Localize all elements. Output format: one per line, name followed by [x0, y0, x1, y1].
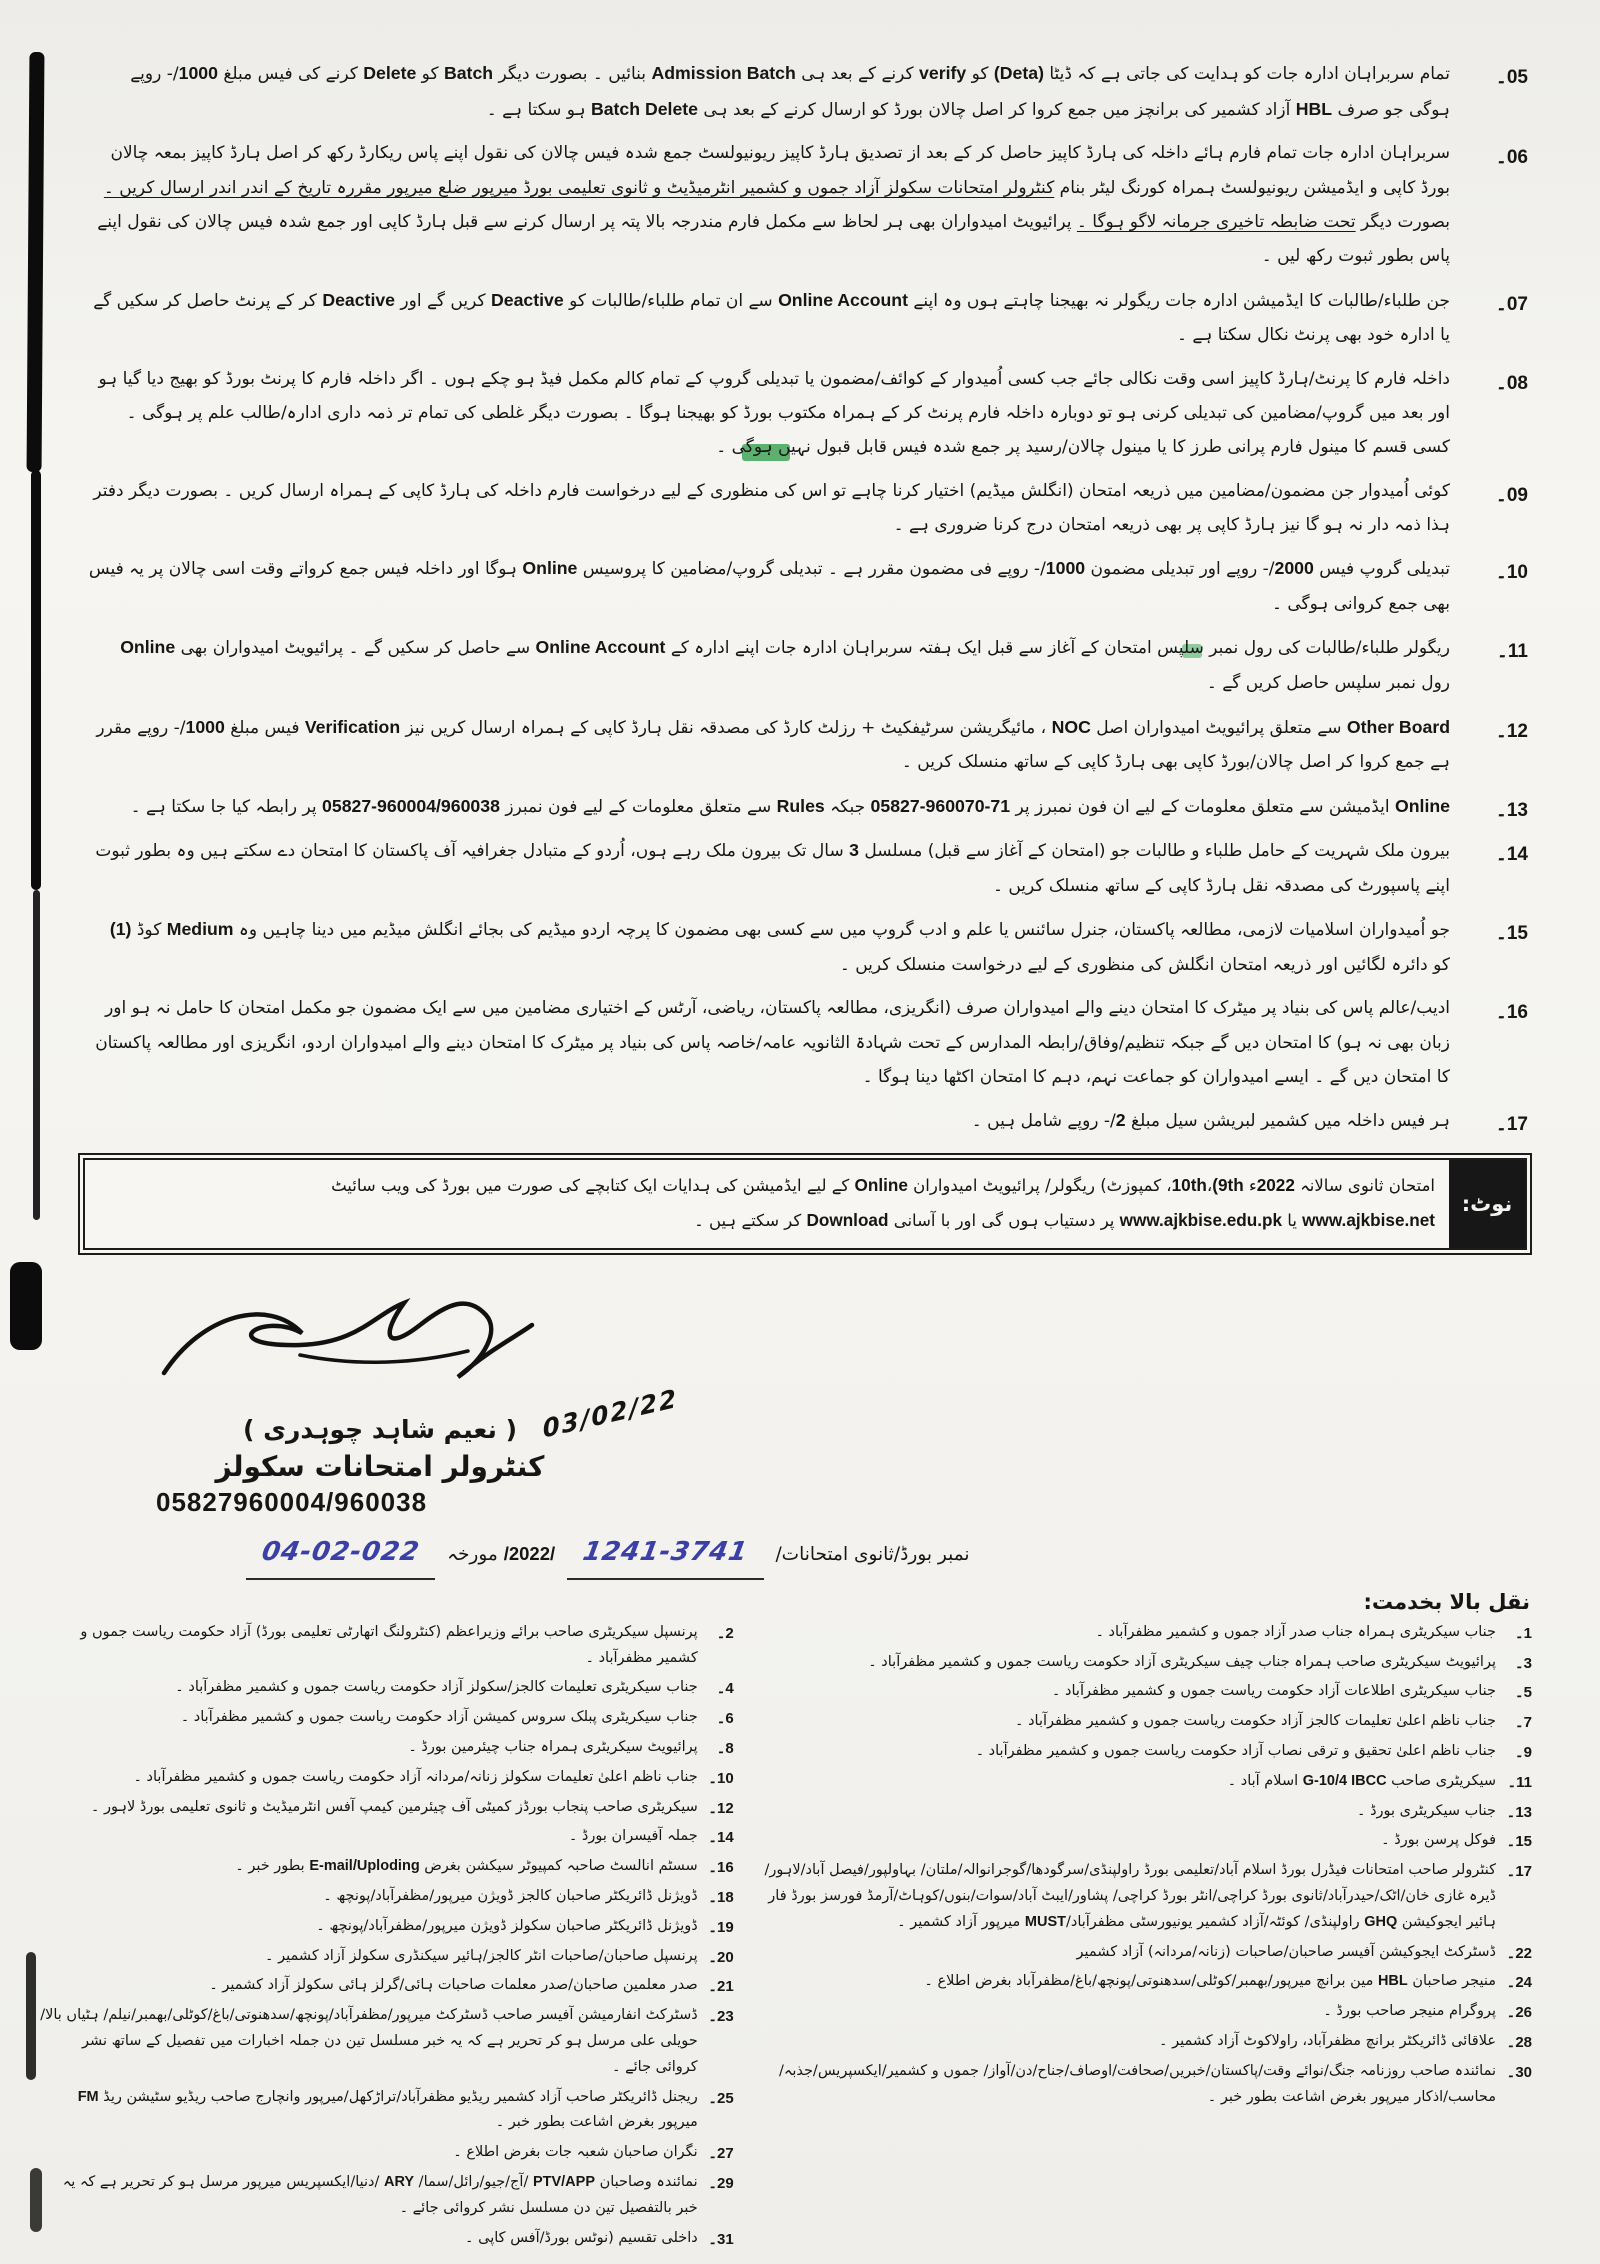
item-number: 09۔ [1495, 484, 1528, 506]
note-line-1: امتحان ثانوی سالانہ 2022ء (9th،10th، کمپوزٹ) ریگولر/ پرائیویٹ امیدواران Online کے لیے ایڈمیشن کی ہدایات ایک کتابچے کی صورت میں بورڈ کی ویب سائیٹ [331, 1175, 1435, 1196]
distribution-item [750, 1769, 1532, 1795]
distribution-item-number: 22۔ [1506, 1944, 1532, 1962]
item-text: ہر فیس داخلہ میں کشمیر لبریشن سیل مبلغ 2/- روپے شامل ہیں ۔ [971, 1110, 1450, 1132]
note-line-2: www.ajkbise.net یا www.ajkbise.edu.pk پر دستیاب ہوں گی اور با آسانی Download کر سکتے ہیں ۔ [694, 1210, 1435, 1231]
ref-number-blank [567, 1528, 764, 1579]
distribution-left-column [40, 1620, 734, 2256]
item-text: تمام سربراہان ادارہ جات کو ہدایت کی جاتی ہے کہ ڈیٹا (Deta) کو verify کرنے کے بعد ہی Admission Batch بنائیں ۔ بصورت دیگر Batch کو Delete کرنے کی فیس مبلغ 1000/- روپے ہوگی جو صرف HBL آزاد کشمیر کی برانچز میں جمع کروا کر اصل چالان بورڈ کو ارسال کرنے کے بعد ہی Batch Delete ہو سکتا ہے ۔ [130, 63, 1450, 120]
item-text: بیرون ملک شہریت کے حامل طلباء و طالبات جو (امتحان کے آغاز سے قبل) مسلسل 3 سال تک بیرون ملک رہے ہوں، اُردو کے متبادل جغرافیہ آف پاکستان کا امتحان دے سکتے ہیں وہ بطور ثبوت اپنے پاسپورٹ کی مصدقہ نقل ہارڈ کاپی کے ساتھ منسلک کریں ۔ [95, 840, 1450, 897]
item-number: 10۔ [1495, 562, 1528, 584]
distribution-item-text: جناب سیکریٹری اطلاعات آزاد حکومت ریاست جموں و کشمیر مظفرآباد ۔ [1051, 1683, 1496, 1700]
ref-date-blank [246, 1528, 435, 1579]
distribution-item [40, 1765, 734, 1791]
item-text: جو اُمیدواران اسلامیات لازمی، مطالعہ پاکستان، جنرل سائنس یا علم و ادب گروپ میں سے کسی بھی مضمون کا پرچہ اردو میڈیم کی بجائے انگلش میڈیم میں دینا چاہیں وہ Medium کوڈ (1) کو دائرہ لگائیں اور ذریعہ امتحان انگلش کی منظوری کے لیے درخواست منسلک کریں ۔ [109, 919, 1450, 976]
distribution-item [40, 1705, 734, 1731]
distribution-item-number: 24۔ [1506, 1974, 1532, 1992]
item-number: 11۔ [1496, 641, 1528, 663]
instruction-item [88, 710, 1532, 780]
distribution-item-number: 10۔ [708, 1769, 734, 1787]
distribution-item [40, 1944, 734, 1970]
distribution-item [40, 1824, 734, 1850]
distribution-item [750, 1709, 1532, 1735]
distribution-item [40, 1675, 734, 1701]
item-text: جن طلباء/طالبات کا ایڈمیشن ادارہ جات ریگولر نہ بھیجنا چاہتے ہوں وہ اپنے Online Account سے ان تمام طلباء/طالبات کو Deactive کریں گے اور Deactive کر کے پرنٹ حاصل کر سکیں گے یا ادارہ خود بھی پرنٹ نکال سکتا ہے ۔ [93, 289, 1450, 346]
note-text [85, 1160, 1449, 1248]
distribution-item-text: پرنسپل صاحبان/صاحبات انٹر کالجز/ہائیر سیکنڈری سکولز آزاد کشمیر ۔ [265, 1947, 698, 1964]
item-text: ریگولر طلباء/طالبات کی رول نمبر سلپس امتحان کے آغاز سے قبل ایک ہفتہ سربراہان ادارہ جات اپنے ادارہ کے Online Account سے حاصل کر سکیں گے ۔ پرائیویٹ امیدواران بھی Online رول نمبر سلپس حاصل کریں گے ۔ [120, 637, 1450, 694]
item-number: 17۔ [1495, 1114, 1528, 1136]
instruction-item [88, 283, 1532, 353]
distribution-item-number: 25۔ [708, 2089, 734, 2107]
instruction-item [88, 833, 1532, 903]
distribution-item [750, 1828, 1532, 1854]
item-number: 07۔ [1495, 293, 1528, 315]
item-text: Online ایڈمیشن سے متعلق معلومات کے لیے ان فون نمبرز پر 05827-960070-71 جبکہ Rules سے متعلق معلومات کے لیے فون نمبرز 05827-960004/960038 پر رابطہ کیا جا سکتا ہے ۔ [130, 795, 1450, 817]
handwritten-ref-number: 1241-3741 [580, 1537, 751, 1568]
distribution-item-text: کنٹرولر صاحب امتحانات فیڈرل بورڈ اسلام آباد/تعلیمی بورڈ راولپنڈی/سرگودھا/گوجرانوالہ/ملتان/ بہاولپور/فیصل آباد/لاہور/ڈیرہ غازی خان/اٹک/حیدرآباد/ثانوی بورڈ کراچی/انٹر بورڈ کراچی/ پشاور/ایبٹ آباد/سوات/بنوں/کوہاٹ/آرمڈ فورسز بورڈ فار ہائیر ایجوکیشن GHQ راولپنڈی/ کوئٹہ/آزاد کشمیر یونیورسٹی مظفرآباد/MUST میرپور آزاد کشمیر ۔ [764, 1862, 1496, 1930]
distribution-item-number: 6۔ [716, 1710, 734, 1728]
distribution-item-number: 4۔ [716, 1680, 734, 1698]
ref-prefix: نمبر بورڈ/ثانوی امتحانات/ [775, 1544, 970, 1566]
distribution-item [40, 2226, 734, 2252]
distribution-item-text: ریجنل ڈائریکٹر صاحب آزاد کشمیر ریڈیو مظفرآباد/تراڑکھل/میرپور وانچارج صاحب ریڈیو سٹیشن ریڈ FM میرپور بغرض اشاعت بطور خبر ۔ [77, 2088, 698, 2131]
item-number: 14۔ [1495, 844, 1528, 866]
distribution-item-number: 29۔ [708, 2174, 734, 2192]
note-box [78, 1153, 1532, 1255]
distribution-item-text: منیجر صاحبان HBL مین برانچ میرپور/بھمبر/کوٹلی/سدھنوتی/پونچھ/باغ/مظفرآباد بغرض اطلاع ۔ [924, 1973, 1496, 1990]
signatory-name: ( نعیم شاہد چوہدری ) [242, 1415, 518, 1445]
scan-edge-artifact [26, 1952, 36, 2080]
distribution-item-number: 26۔ [1506, 2004, 1532, 2022]
distribution-item [40, 1914, 734, 1940]
distribution-item-number: 13۔ [1506, 1803, 1532, 1821]
signature-stroke [150, 1281, 580, 1431]
instruction-item [88, 991, 1532, 1094]
distribution-item-text: پروگرام منیجر صاحب بورڈ ۔ [1323, 2003, 1496, 2020]
scan-edge-artifact [33, 890, 40, 1220]
distribution-item [40, 2085, 734, 2137]
distribution-item [40, 2140, 734, 2166]
distribution-item-text: جملہ آفیسران بورڈ ۔ [568, 1828, 698, 1845]
ref-year: /2022/ [503, 1543, 556, 1565]
distribution-item-text: علاقائی ڈائریکٹر برانچ مظفرآباد، راولاکوٹ آزاد کشمیر ۔ [1158, 2032, 1496, 2049]
scan-edge-artifact [31, 470, 41, 890]
distribution-item-number: 2۔ [716, 1624, 734, 1642]
distribution-item-number: 27۔ [708, 2145, 734, 2163]
handwritten-ref-date: 04-02-022 [259, 1537, 422, 1568]
handwritten-date: 03/02/22 [541, 1383, 680, 1445]
item-number: 13۔ [1495, 799, 1528, 821]
item-number: 15۔ [1495, 923, 1528, 945]
item-text: سربراہان ادارہ جات تمام فارم ہائے داخلہ کی ہارڈ کاپیز حاصل کر کے بعد از تصدیق ہارڈ کاپیز ریونیولسٹ جمع شدہ فیس چالان کی نقول اپنے پاس ریکارڈ رکھ کر اصل ہارڈ کاپیز بمعہ چالان بورڈ کاپی و ایڈمیشن ریونیولسٹ ہمراہ کورنگ لیٹر بنام کنٹرولر امتحانات سکولز آزاد جموں و کشمیر انٹرمیڈیٹ و ثانوی تعلیمی بورڈ میرپور ضلع میرپور مقررہ تاریخ کے اندر اندر ارسال کریں ۔ بصورت دیگر تحت ضابطہ تاخیری جرمانہ لاگو ہوگا ۔ پرائیویٹ امیدواران بھی ہر لحاظ سے مکمل فارم مندرجہ بالا پتہ پر ارسال کرنے سے قبل ہارڈ کاپی اور جمع شدہ فیس چالان کی نقول اپنے پاس بطور ثبوت رکھ لیں ۔ [97, 143, 1450, 267]
distribution-item-number: 14۔ [708, 1829, 734, 1847]
instruction-item [88, 789, 1532, 825]
distribution-item-text: ڈویژنل ڈائریکٹر صاحبان سکولز ڈویژن میرپور/مظفرآباد/پونچھ ۔ [316, 1917, 698, 1934]
distribution-item [750, 1620, 1532, 1646]
distribution-item [750, 2059, 1532, 2111]
distribution-item [750, 1969, 1532, 1995]
item-number: 16۔ [1495, 1002, 1528, 1024]
distribution-item-number: 23۔ [708, 2008, 734, 2026]
distribution-item-number: 20۔ [708, 1948, 734, 1966]
distribution-item-text: جناب سیکریٹری تعلیمات کالجز/سکولز آزاد حکومت ریاست جموں و کشمیر مظفرآباد ۔ [175, 1679, 698, 1696]
distribution-item [40, 1795, 734, 1821]
distribution-item-text: ڈسٹرکٹ انفارمیشن آفیسر صاحب ڈسٹرکٹ میرپور/مظفرآباد/پونچھ/سدھنوتی/باغ/کوٹلی/بھمبر/نیلم/ ہٹیاں بالا/حویلی علی مرسل ہو کر تحریر ہے کہ یہ خبر مسلسل تین دن جملہ اخبارات میں تفصیل کے ساتھ نشر کروائی جائے ۔ [40, 2007, 698, 2075]
distribution-item-number: 31۔ [708, 2230, 734, 2248]
instruction-item [88, 630, 1532, 700]
item-number: 12۔ [1495, 720, 1528, 742]
item-number: 05۔ [1495, 67, 1528, 88]
distribution-item-number: 8۔ [716, 1739, 734, 1757]
distribution-item [750, 2029, 1532, 2055]
instruction-item [88, 912, 1532, 982]
distribution-item-text: جناب سیکریٹری ہمراہ جناب صدر آزاد جموں و کشمیر مظفرآباد ۔ [1095, 1623, 1496, 1640]
distribution-item-number: 11۔ [1507, 1773, 1532, 1791]
distribution-item-text: ڈسٹرکٹ ایجوکیشن آفیسر صاحبان/صاحبات (زنانہ/مردانہ) آزاد کشمیر [1076, 1943, 1496, 1960]
distribution-item-text: صدر معلمین صاحبان/صدر معلمات صاحبات ہائی/گرلز ہائی سکولز آزاد کشمیر ۔ [209, 1977, 698, 1994]
scan-edge-artifact [27, 52, 45, 472]
distribution-item [750, 1739, 1532, 1765]
distribution-item-text: سیکریٹری صاحب G-10/4 IBCC اسلام آباد ۔ [1227, 1772, 1496, 1789]
reference-line [0, 1518, 1600, 1579]
distribution-item-text: جناب ناظم اعلیٰ تعلیمات سکولز زنانہ/مردانہ آزاد حکومت ریاست جموں و کشمیر مظفرآباد ۔ [133, 1768, 698, 1785]
item-text: تبدیلی گروپ فیس 2000/- روپے اور تبدیلی مضمون 1000/- روپے فی مضمون مقرر ہے ۔ تبدیلی گروپ/مضامین کا پروسیس Online ہوگا اور داخلہ فیس جمع کرواتے وقت اسی چالان پر یہ فیس بھی جمع کروانی ہوگی ۔ [88, 558, 1450, 615]
item-text: کوئی اُمیدوار جن مضمون/مضامین میں ذریعہ امتحان (انگلش میڈیم) اختیار کرنا چاہے تو اس کی منظوری کے لیے درخواست فارم داخلہ کی ہارڈ کاپی کے ہمراہ ارسال کریں ۔ بصورت دیگر دفتر ہذا ذمہ دار نہ ہو گا نیز ہارڈ کاپی پر بھی ذریعہ امتحان درج کرنا ضروری ہے ۔ [93, 480, 1450, 536]
distribution-item-number: 21۔ [708, 1978, 734, 1996]
distribution-item-text: پرائیویٹ سیکریٹری صاحب ہمراہ جناب چیف سیکریٹری آزاد حکومت ریاست جموں و کشمیر مظفرآباد ۔ [868, 1653, 1496, 1670]
distribution-item-number: 9۔ [1514, 1743, 1532, 1761]
distribution-item-text: سسٹم انالسٹ صاحبہ کمپیوٹر سیکشن بغرض E-mail/Uploding بطور خبر ۔ [235, 1858, 698, 1875]
distribution-heading: نقل بالا بخدمت: [1363, 1589, 1530, 1614]
distribution-item [750, 1679, 1532, 1705]
distribution-item-number: 28۔ [1506, 2033, 1532, 2051]
distribution-item-text: نگران صاحبان شعبہ جات بغرض اطلاع ۔ [453, 2144, 698, 2161]
scan-edge-artifact [10, 1262, 42, 1350]
item-number: 06۔ [1495, 147, 1528, 169]
distribution-item-number: 5۔ [1514, 1684, 1532, 1702]
distribution-item-number: 15۔ [1506, 1833, 1532, 1851]
ref-word-dated: مورخہ [447, 1544, 498, 1566]
distribution-right-column [750, 1620, 1532, 2256]
instruction-item [88, 362, 1532, 465]
distribution-item [40, 1884, 734, 1910]
distribution-item [40, 2003, 734, 2080]
distribution-item-text: سیکریٹری صاحب پنجاب بورڈز کمیٹی آف چیئرمین کیمپ آفس انٹرمیڈیٹ و ثانوی تعلیمی بورڈ لاہور ۔ [90, 1798, 698, 1815]
item-number: 08۔ [1495, 372, 1528, 394]
distribution-item-number: 1۔ [1514, 1624, 1532, 1642]
distribution-item-text: جناب ناظم اعلیٰ تعلیمات کالجز آزاد حکومت ریاست جموں و کشمیر مظفرآباد ۔ [1014, 1713, 1496, 1730]
distribution-item [40, 2170, 734, 2222]
distribution-item-text: نمائندہ صاحب روزنامہ جنگ/نوائے وقت/پاکستان/خبریں/صحافت/اوصاف/جناح/دن/آواز/ جموں و کشمیر/ایکسپریس/جذبہ/محاسب/اذکار میرپور بغرض اشاعت بطور خبر ۔ [778, 2062, 1496, 2105]
distribution-item-text: داخلی تقسیم (نوٹس بورڈ/آفس کاپی ۔ [465, 2229, 698, 2246]
item-text: داخلہ فارم کا پرنٹ/ہارڈ کاپیز اسی وقت نکالی جائے جب کسی اُمیدوار کے کوائف/مضمون یا تبدیلی گروپ کے تمام کالم مکمل فیڈ ہو چکے ہوں ۔ اگر داخلہ فارم کا پرنٹ بورڈ کو بھیج دیا گیا ہو اور بعد میں گروپ/مضامین کی تبدیلی کرنی ہو تو دوبارہ داخلہ فارم پرنٹ کر کے ہمراہ مکتوب بورڈ کو بھیجنا ہوگا ۔ بصورت دیگر غلطی کی تمام تر ذمہ داری ادارہ/طالب علم پر ہوگی ۔ کسی قسم کا مینول فارم پرانی طرز کا یا مینول چالان/رسید پر جمع شدہ فیس قابل قبول نہیں ہوگی ۔ [98, 368, 1450, 458]
distribution-item-number: 16۔ [708, 1859, 734, 1877]
distribution-item-number: 3۔ [1514, 1654, 1532, 1672]
distribution-item-text: پرائیویٹ سیکریٹری ہمراہ جناب چیئرمین بورڈ ۔ [408, 1738, 698, 1755]
distribution-item-number: 7۔ [1514, 1714, 1532, 1732]
distribution-item [40, 1854, 734, 1880]
distribution-item [750, 1940, 1532, 1966]
instruction-item [88, 551, 1532, 621]
distribution-item-number: 18۔ [708, 1888, 734, 1906]
distribution-item-text: فوکل پرسن بورڈ ۔ [1381, 1832, 1496, 1849]
distribution-item-text: جناب سیکریٹری بورڈ ۔ [1356, 1802, 1496, 1819]
distribution-item [750, 1650, 1532, 1676]
instruction-item [88, 136, 1532, 273]
distribution-item [750, 1799, 1532, 1825]
distribution-item [750, 1858, 1532, 1935]
distribution-item [40, 1620, 734, 1672]
distribution-item-number: 19۔ [708, 1918, 734, 1936]
instruction-item [88, 56, 1532, 127]
item-text: ادیب/عالم پاس کی بنیاد پر میٹرک کا امتحان دینے والے امیدواران صرف (انگریزی، مطالعہ پاکستان، ریاضی، آرٹس کے اختیاری مضامین میں سے ایک مضمون جو مکمل امتحان کا حامل نہ ہو اور زبان بھی نہ ہو) کا امتحان دیں گے جبکہ تنظیم/وفاق/رابطہ المدارس کے تحت شہادۃ الثانویہ عامہ/خاصہ پاس کی بنیاد پر میٹرک کا امتحان دینے والے امیدواران اردو، انگریزی اور مطالعہ پاکستان کا امتحان دیں گے ۔ ایسے امیدواران کو جماعت نہم، دہم کا امتحان اکٹھا دینا ہوگا ۔ [95, 998, 1450, 1088]
note-label: نوٹ: [1449, 1160, 1525, 1248]
distribution-item [40, 1735, 734, 1761]
signatory-title: کنٹرولر امتحانات سکولز [215, 1450, 545, 1484]
distribution-item [750, 1999, 1532, 2025]
instruction-item [88, 1103, 1532, 1139]
instruction-item [88, 474, 1532, 543]
item-text: Other Board سے متعلق پرائیویٹ امیدواران اصل NOC ، مائیگریشن سرٹیفکیٹ + رزلٹ کارڈ کی مصدقہ نقل ہارڈ کاپی کے ہمراہ ارسال کریں نیز Verification فیس مبلغ 1000/- روپے مقرر ہے جمع کروا کر اصل چالان/بورڈ کاپی بھی ہارڈ کاپی کے ساتھ منسلک کریں ۔ [96, 716, 1450, 773]
distribution-item-text: جناب ناظم اعلیٰ تحقیق و ترقی نصاب آزاد حکومت ریاست جموں و کشمیر مظفرآباد ۔ [975, 1742, 1496, 1759]
instruction-list [0, 56, 1600, 1139]
distribution-item-number: 12۔ [708, 1799, 734, 1817]
distribution-item-text: پرنسپل سیکریٹری صاحب برائے وزیراعظم (کنٹرولنگ اتھارٹی تعلیمی بورڈ) آزاد حکومت ریاست جموں و کشمیر مظفرآباد ۔ [80, 1623, 698, 1666]
distribution-item-number: 17۔ [1506, 1863, 1532, 1881]
distribution-item [40, 1973, 734, 1999]
signature-block [120, 1281, 680, 1518]
distribution-item-text: جناب سیکریٹری پبلک سروس کمیشن آزاد حکومت ریاست جموں و کشمیر مظفرآباد ۔ [180, 1709, 698, 1726]
distribution-list [0, 1618, 1600, 2256]
distribution-item-text: نمائندہ وصاحبان PTV/APP /آج/جیو/رائل/سما/ ARY /دنیا/ایکسپریس میرپور مرسل ہو کر تحریر ہے کہ یہ خبر بالتفصیل تین دن مسلسل نشر کروائی جائے ۔ [62, 2173, 698, 2216]
distribution-item-number: 30۔ [1506, 2063, 1532, 2081]
signatory-phone: 05827960004/960038 [156, 1487, 428, 1518]
distribution-item-text: ڈویژنل ڈائریکٹر صاحبان کالجز ڈویژن میرپور/مظفرآباد/پونچھ ۔ [323, 1887, 698, 1904]
